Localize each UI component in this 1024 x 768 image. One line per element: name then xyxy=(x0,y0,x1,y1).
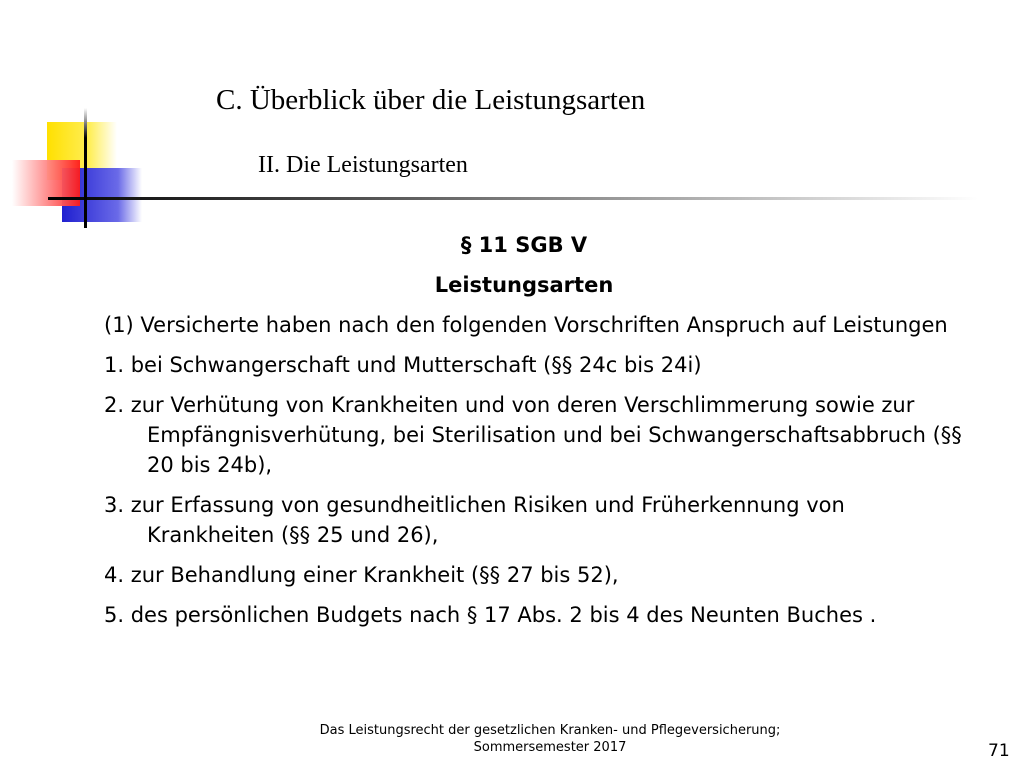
section-heading: Leistungsarten xyxy=(434,273,614,297)
logo-horizontal-line xyxy=(48,197,978,200)
decorative-logo xyxy=(0,0,1024,240)
logo-blue-square xyxy=(62,168,142,222)
list-item: 1. bei Schwangerschaft und Mutterschaft (§§ 24c bis 24i) xyxy=(104,353,702,377)
section-reference: § 11 SGB V xyxy=(460,233,588,257)
slide-subtitle: II. Die Leistungsarten xyxy=(258,152,468,178)
footer-line-2: Sommersemester 2017 xyxy=(473,740,627,755)
logo-red-square xyxy=(12,160,80,206)
page-number: 71 xyxy=(988,741,1010,761)
logo-vertical-line xyxy=(84,108,87,228)
footer-line-1: Das Leistungsrecht der gesetzlichen Kranken- und Pflegeversicherung; xyxy=(319,723,781,738)
logo-yellow-square xyxy=(47,122,117,180)
list-item: 5. des persönlichen Budgets nach § 17 Abs. 2 bis 4 des Neunten Buches . xyxy=(104,603,877,627)
list-item: 2. zur Verhütung von Krankheiten und von deren Verschlimmerung sowie zur Empfängnisverhütung, bei Sterilisation und bei Schwangerschaftsabbruch (§§ 20 bis 24b), xyxy=(104,393,962,477)
list-item: 4. zur Behandlung einer Krankheit (§§ 27 bis 52), xyxy=(104,563,619,587)
list-item: 3. zur Erfassung von gesundheitlichen Risiken und Früherkennung von Krankheiten (§§ 25 und 26), xyxy=(104,493,845,547)
slide-body xyxy=(104,230,964,640)
footer xyxy=(290,722,810,756)
slide-title: C. Überblick über die Leistungsarten xyxy=(216,84,646,116)
paragraph-intro: (1) Versicherte haben nach den folgenden Vorschriften Anspruch auf Leistungen xyxy=(104,313,948,337)
